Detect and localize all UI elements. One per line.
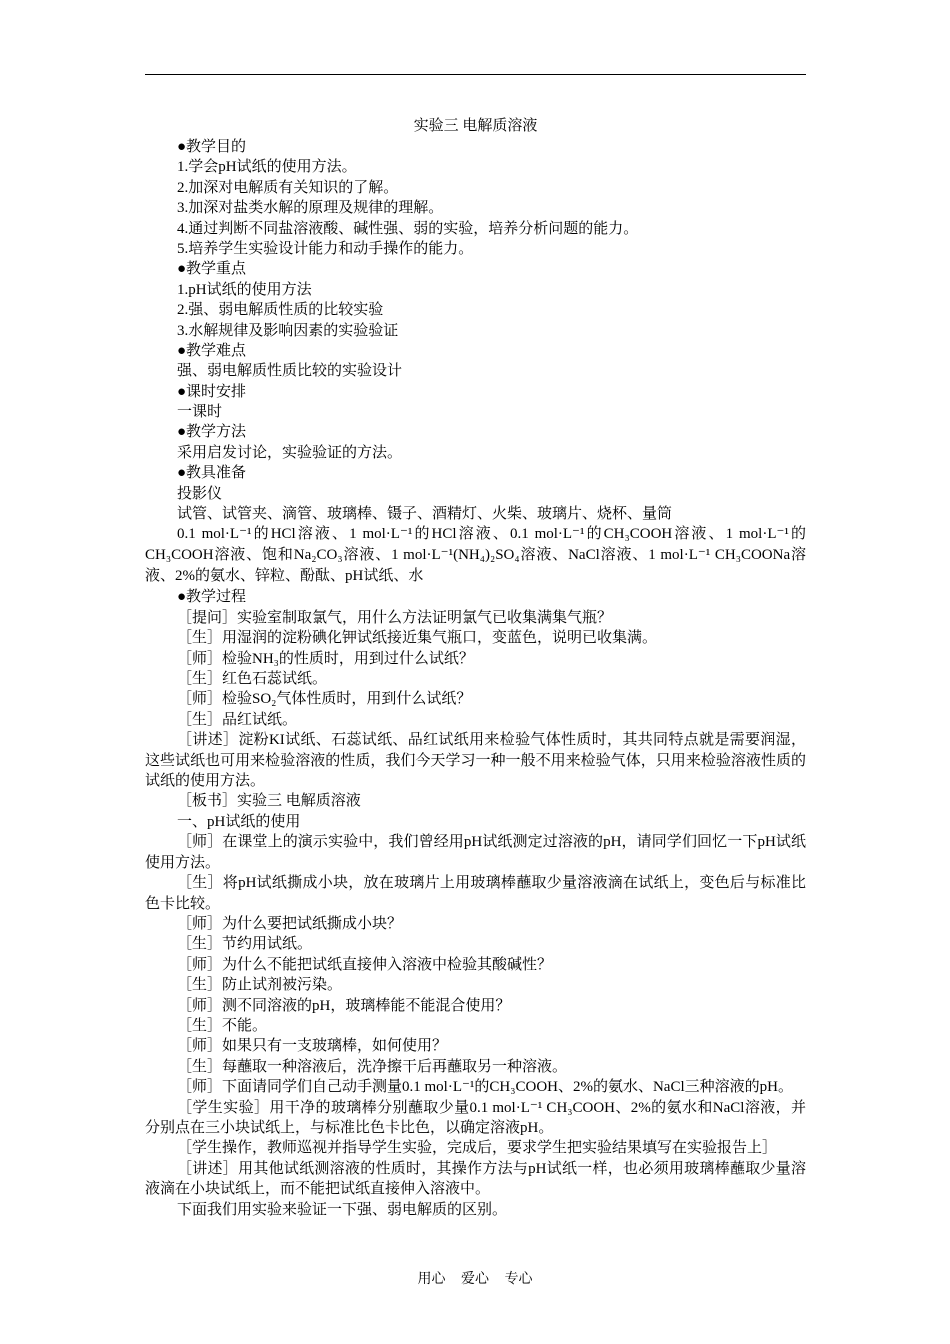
objective-item: 5.培养学生实验设计能力和动手操作的能力。: [177, 240, 474, 257]
section-heading-difficulties: ●教学难点: [177, 342, 247, 359]
objective-item: 3.加深对盐类水解的原理及规律的理解。: [177, 200, 444, 217]
dialog-line: ［生］用湿润的淀粉碘化钾试纸接近集气瓶口，变蓝色，说明已收集满。: [177, 630, 658, 647]
dialog-line: ［生］防止试剂被污染。: [177, 977, 343, 994]
key-point-item: 1.pH试纸的使用方法: [177, 281, 312, 298]
dialog-line: ［师］检验SO₂气体性质时，用到什么试纸？: [177, 691, 472, 708]
dialog-line: ［师］检验NH₃的性质时，用到过什么试纸？: [177, 650, 474, 667]
dialog-line: ［讲述］淀粉KI试纸、石蕊试纸、品红试纸用来检验气体性质时，其共同特点就是需要润湿，这些试纸也可用来检验溶液的性质，我们今天学习一种一般不用来检验气体，只用来检验溶液性质的试纸的使用方法。: [145, 732, 806, 790]
section-heading-key-points: ●教学重点: [177, 261, 247, 278]
objective-item: 1.学会pH试纸的使用方法。: [177, 159, 357, 176]
difficulty-item: 强、弱电解质性质比较的实验设计: [177, 363, 403, 380]
dialog-line: ［讲述］用其他试纸测溶液的性质时，其操作方法与pH试纸一样，也必须用玻璃棒蘸取少量溶液滴在小块试纸上，而不能把试纸直接伸入溶液中。: [145, 1160, 806, 1198]
dialog-line: ［师］测不同溶液的pH，玻璃棒能不能混合使用？: [177, 997, 511, 1014]
dialog-line: ［学生实验］用干净的玻璃棒分别蘸取少量0.1 mol·L⁻¹ CH₃COOH、2%的氨水和NaCl溶液，并分别点在三小块试纸上，与标准比色卡比色，以确定溶液pH。: [145, 1099, 806, 1136]
reagents-paragraph: 0.1 mol·L⁻¹的HCl溶液、1 mol·L⁻¹的HCl溶液、0.1 mol·L⁻¹的CH₃COOH溶液、1 mol·L⁻¹的CH₃COOH溶液、饱和Na₂CO₃溶液、1 mol·L⁻¹(NH₄)₂SO₄溶液、NaCl溶液、1 mol·L⁻¹ CH₃COONa溶液、2%的氨水、锌粒、酚酞、pH试纸、水: [145, 526, 806, 585]
key-point-item: 3.水解规律及影响因素的实验验证: [177, 322, 399, 339]
page-footer: [0, 1268, 950, 1288]
dialog-line: ［学生操作，教师巡视并指导学生实验，完成后，要求学生把实验结果填写在实验报告上］: [177, 1140, 778, 1157]
dialog-line: ［生］每蘸取一种溶液后，洗净擦干后再蘸取另一种溶液。: [177, 1058, 568, 1075]
dialog-line: 下面我们用实验来验证一下强、弱电解质的区别。: [177, 1201, 508, 1218]
footer-word: 爱心: [461, 1272, 489, 1287]
section-heading-methods: ●教学方法: [177, 424, 247, 441]
dialog-line: ［生］将pH试纸撕成小块，放在玻璃片上用玻璃棒蘸取少量溶液滴在试纸上，变色后与标准比色卡比较。: [145, 875, 806, 912]
section-heading-process: ●教学过程: [177, 589, 247, 606]
dialog-line: ［师］为什么不能把试纸直接伸入溶液中检验其酸碱性？: [177, 956, 553, 973]
document-body: [145, 115, 806, 1220]
method-item: 采用启发讨论，实验验证的方法。: [177, 444, 403, 461]
header-rule: [145, 74, 806, 75]
dialog-line: ［生］不能。: [177, 1017, 268, 1034]
section-heading-schedule: ●课时安排: [177, 383, 247, 400]
footer-word: 用心: [417, 1272, 446, 1287]
equipment-item: 投影仪: [177, 485, 223, 502]
dialog-line: ［师］如果只有一支玻璃棒，如何使用？: [177, 1038, 448, 1055]
dialog-line: ［师］为什么要把试纸撕成小块？: [177, 915, 403, 932]
dialog-line: ［师］在课堂上的演示实验中，我们曾经用pH试纸测定过溶液的pH，请同学们回忆一下pH试纸使用方法。: [145, 834, 806, 871]
page-title: 实验三 电解质溶液: [413, 118, 538, 134]
dialog-line: ［生］红色石蕊试纸。: [177, 671, 328, 688]
objective-item: 4.通过判断不同盐溶液酸、碱性强、弱的实验，培养分析问题的能力。: [177, 220, 639, 237]
footer-word: 专心: [504, 1272, 533, 1287]
dialog-line: ［生］节约用试纸。: [177, 936, 313, 953]
dialog-line: ［生］品红试纸。: [177, 711, 298, 728]
equipment-item: 试管、试管夹、滴管、玻璃棒、镊子、酒精灯、火柴、玻璃片、烧杯、量筒: [177, 506, 673, 523]
dialog-line: ［板书］实验三 电解质溶液: [177, 793, 361, 810]
objective-item: 2.加深对电解质有关知识的了解。: [177, 179, 399, 196]
key-point-item: 2.强、弱电解质性质的比较实验: [177, 302, 384, 319]
dialog-line: ［师］下面请同学们自己动手测量0.1 mol·L⁻¹的CH₃COOH、2%的氨水、NaCl三种溶液的pH。: [177, 1079, 793, 1096]
subsection-heading: 一、pH试纸的使用: [177, 813, 301, 830]
section-heading-equipment: ●教具准备: [177, 465, 247, 482]
schedule-item: 一课时: [177, 404, 223, 421]
section-heading-objectives: ●教学目的: [177, 139, 247, 155]
dialog-line: ［提问］实验室制取氯气，用什么方法证明氯气已收集满集气瓶？: [177, 609, 613, 626]
